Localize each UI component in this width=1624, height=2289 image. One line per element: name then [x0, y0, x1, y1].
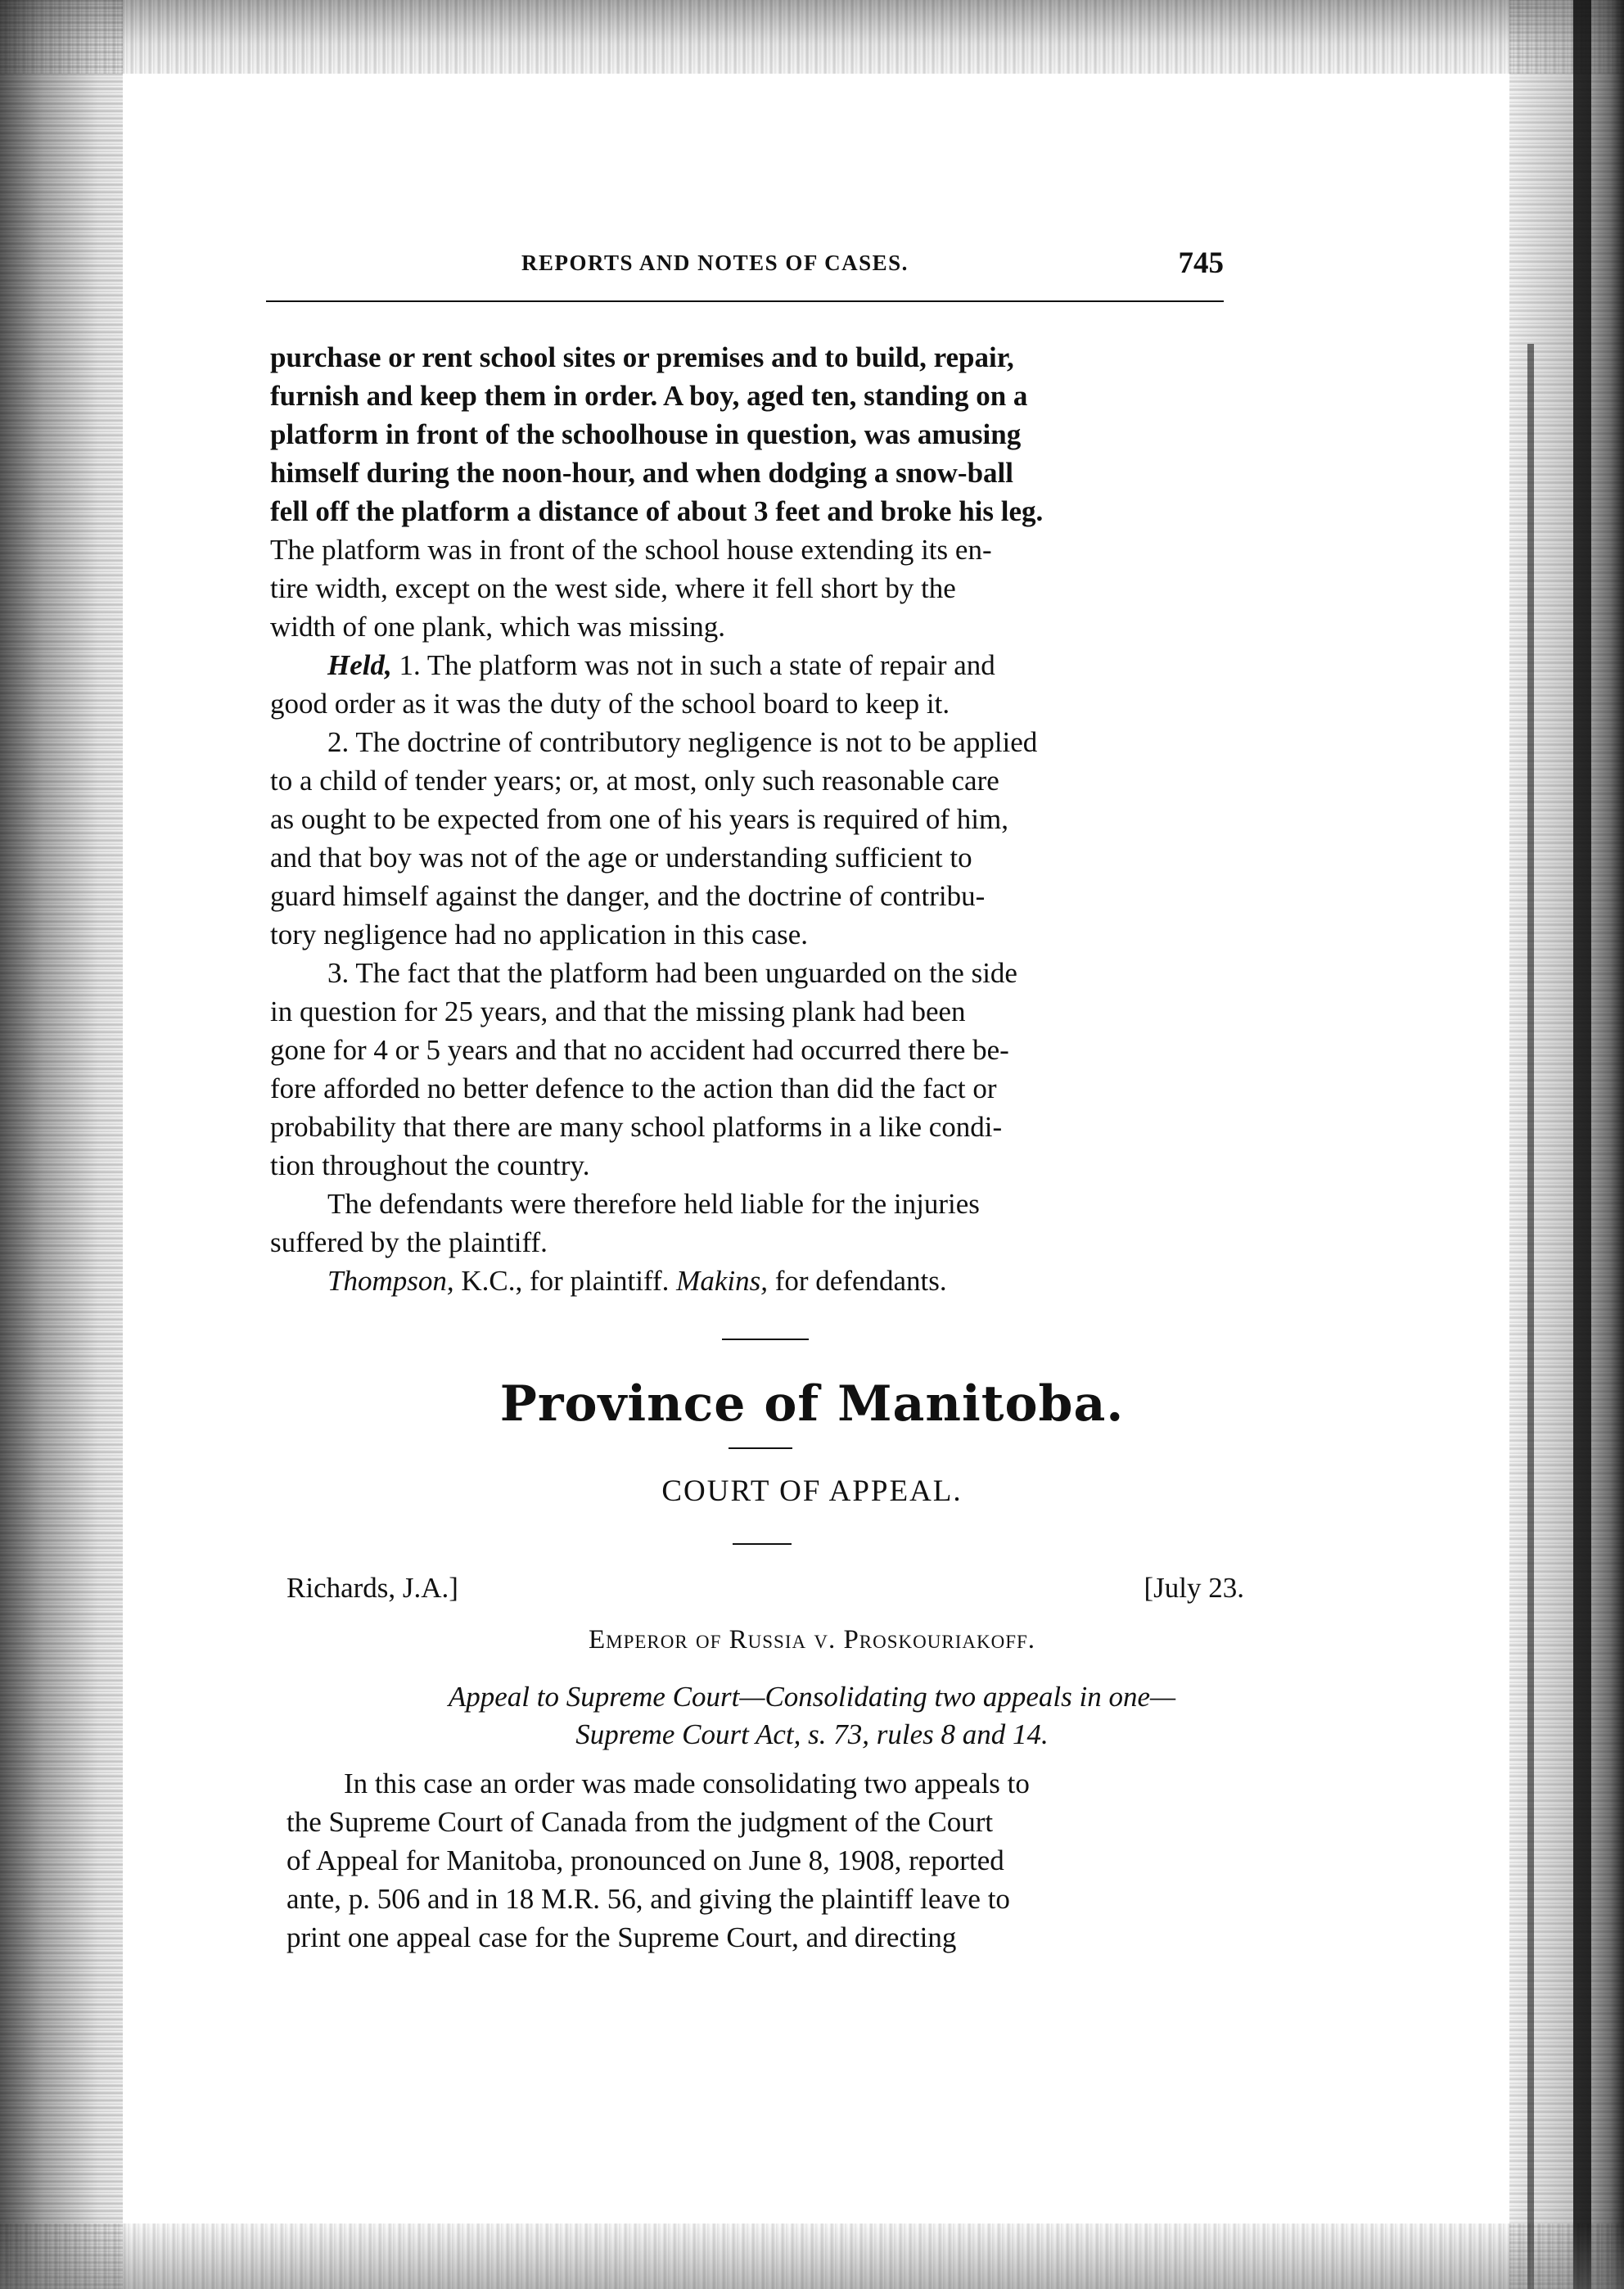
title-divider: [729, 1447, 792, 1449]
report-text-top: [270, 338, 1228, 1300]
text-line: the Supreme Court of Canada from the judgment of the Court: [286, 1806, 994, 1838]
defendant-counsel-role: for defendants.: [767, 1265, 947, 1297]
text-line: print one appeal case for the Supreme Court, and directing: [286, 1921, 957, 1953]
text-line: tire width, except on the west side, where it fell short by the: [270, 572, 956, 604]
text-line: probability that there are many school platforms in a like condi-: [270, 1111, 1003, 1143]
defendant-counsel: Makins,: [676, 1265, 768, 1297]
report-text-bottom: [286, 1764, 1244, 1957]
running-title: REPORTS AND NOTES OF CASES.: [521, 251, 909, 275]
text-line: The defendants were therefore held liable for the injuries: [327, 1188, 980, 1220]
text-line: suffered by the plaintiff.: [270, 1226, 548, 1258]
held-line: [270, 646, 1228, 684]
text-line: ante, p. 506 and in 18 M.R. 56, and giving the plaintiff leave to: [286, 1883, 1010, 1915]
page-number: 745: [1178, 246, 1224, 280]
text-line: In this case an order was made consolidating two appeals to: [344, 1768, 1030, 1799]
province-title: Province of Manitoba.: [499, 1375, 1125, 1433]
judge-name: Richards, J.A.]: [286, 1572, 458, 1604]
text-line: of Appeal for Manitoba, pronounced on June 8, 1908, reported: [286, 1844, 1004, 1876]
text-line: 2. The doctrine of contributory negligence is not to be applied: [327, 726, 1038, 758]
text-line: purchase or rent school sites or premises and to build, repair,: [270, 341, 1014, 373]
case-headnote: [0, 1678, 1624, 1754]
text-line: tion throughout the country.: [270, 1149, 590, 1181]
case-judge-date-line: [286, 1572, 1244, 1613]
held-point-1: 1. The platform was not in such a state of repair and: [391, 649, 995, 681]
text-line: width of one plank, which was missing.: [270, 611, 726, 643]
text-line: furnish and keep them in order. A boy, aged ten, standing on a: [270, 380, 1028, 412]
plaintiff-counsel-role: K.C., for plaintiff.: [453, 1265, 677, 1297]
headnote-line: Appeal to Supreme Court—Consolidating two appeals in one—: [448, 1681, 1176, 1713]
running-head: [266, 246, 1224, 287]
text-line: fell off the platform a distance of about 3 feet and broke his leg.: [270, 495, 1044, 527]
case-date: [July 23.: [1144, 1572, 1244, 1604]
text-line: in question for 25 years, and that the missing plank had been: [270, 996, 966, 1027]
text-line: and that boy was not of the age or understanding sufficient to: [270, 842, 972, 874]
text-line: 3. The fact that the platform had been unguarded on the side: [327, 957, 1017, 989]
plaintiff-counsel: Thompson,: [327, 1265, 454, 1297]
text-line: as ought to be expected from one of his years is required of him,: [270, 803, 1008, 835]
section-divider: [722, 1339, 809, 1340]
held-label: Held,: [327, 649, 392, 681]
court-divider: [733, 1543, 792, 1545]
headnote-line: Supreme Court Act, s. 73, rules 8 and 14.: [575, 1718, 1049, 1750]
text-line: tory negligence had no application in this case.: [270, 919, 809, 950]
text-line: to a child of tender years; or, at most, only such reasonable care: [270, 765, 999, 797]
court-title: COURT OF APPEAL.: [661, 1474, 963, 1508]
text-line: himself during the noon-hour, and when dodging a snow-ball: [270, 457, 1014, 489]
header-rule: [266, 300, 1224, 302]
text-line: gone for 4 or 5 years and that no accident had occurred there be-: [270, 1034, 1009, 1066]
text-line: The platform was in front of the school house extending its en-: [270, 534, 992, 566]
text-line: platform in front of the schoolhouse in question, was amusing: [270, 418, 1022, 450]
text-line: fore afforded no better defence to the action than did the fact or: [270, 1072, 997, 1104]
case-name: Emperor of Russia v. Proskouriakoff.: [588, 1625, 1036, 1655]
counsel-line: [270, 1262, 1228, 1300]
text-line: good order as it was the duty of the school board to keep it.: [270, 688, 950, 720]
text-line: guard himself against the danger, and the doctrine of contribu-: [270, 880, 986, 912]
